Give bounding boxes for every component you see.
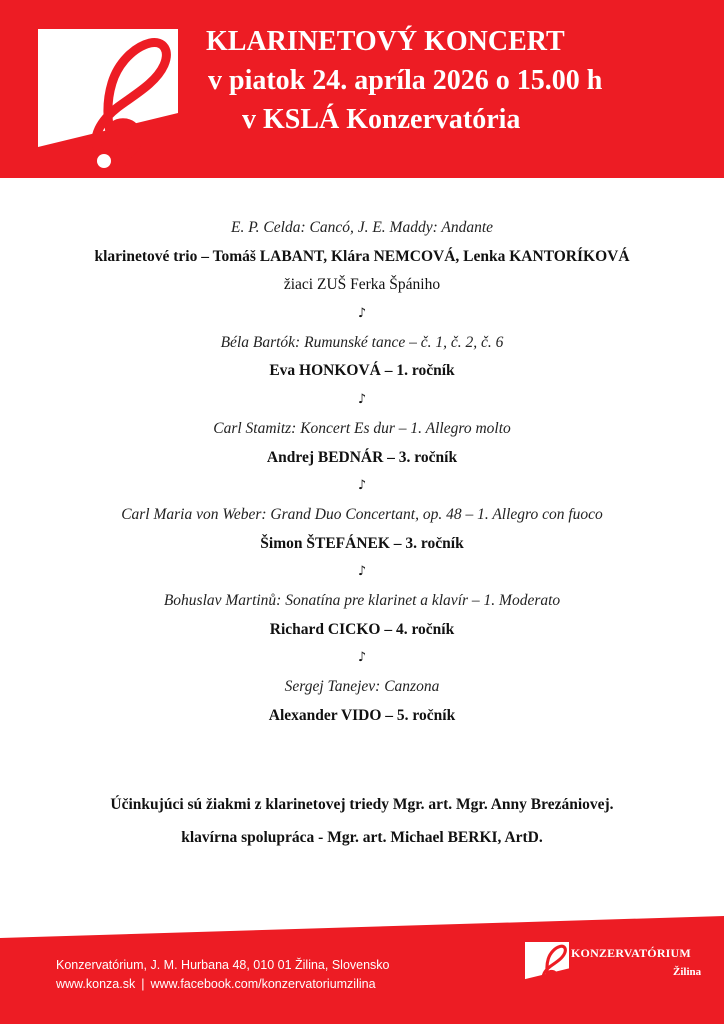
brand-treble-clef-icon [525, 942, 569, 986]
concert-program [0, 214, 724, 730]
treble-clef-logo-icon [38, 29, 178, 169]
music-note-separator-icon: ♪ [357, 392, 367, 408]
brand-name: KONZERVATÓRIUM [571, 946, 691, 960]
concert-venue: v KSLÁ Konzervatória [242, 104, 521, 135]
program-piece: Carl Stamitz: Koncert Es dur – 1. Allegro molto [213, 419, 511, 437]
facebook-link[interactable]: www.facebook.com/konzervatoriumzilina [150, 977, 376, 991]
program-performer: Šimon ŠTEFÁNEK – 3. ročník [260, 534, 464, 552]
program-piece: E. P. Celda: Cancó, J. E. Maddy: Andante [230, 219, 494, 236]
program-piece: Béla Bartók: Rumunské tance – č. 1, č. 2, č. 6 [220, 333, 504, 351]
footer-contact [56, 956, 390, 994]
concert-title: KLARINETOVÝ KONCERT [206, 26, 565, 57]
website-link[interactable]: www.konza.sk [56, 977, 136, 991]
program-performer: Eva HONKOVÁ – 1. ročník [269, 362, 455, 380]
footer-address: Konzervatórium, J. M. Hurbana 48, 010 01 Žilina, Slovensko [56, 958, 390, 972]
footer-links [56, 975, 390, 994]
performer-notes [0, 788, 724, 854]
header-banner [0, 0, 724, 178]
program-performer: Alexander VIDO – 5. ročník [268, 706, 456, 724]
music-note-separator-icon: ♪ [357, 478, 367, 494]
piano-accompaniment-note: klavírna spolupráca - Mgr. art. Michael BERKI, ArtD. [181, 829, 543, 846]
concert-title-block [190, 22, 710, 139]
program-piece: Sergej Tanejev: Canzona [284, 678, 440, 695]
program-piece: Carl Maria von Weber: Grand Duo Concertant, op. 48 – 1. Allegro con fuoco [121, 505, 603, 523]
program-performer: Richard CICKO – 4. ročník [269, 620, 455, 638]
small-treble-clef-icon [525, 942, 569, 986]
program-performer: Andrej BEDNÁR – 3. ročník [266, 448, 458, 466]
footer-divider: | [141, 977, 145, 991]
conservatory-brand [525, 940, 715, 1000]
music-note-separator-icon: ♪ [357, 564, 367, 580]
music-note-separator-icon: ♪ [357, 306, 367, 322]
brand-city: Žilina [673, 966, 702, 978]
program-performer: klarinetové trio – Tomáš LABANT, Klára NEMCOVÁ, Lenka KANTORÍKOVÁ [94, 247, 630, 265]
music-note-separator-icon: ♪ [357, 650, 367, 666]
program-performer-note: žiaci ZUŠ Ferka Špániho [283, 276, 441, 294]
concert-date: v piatok 24. apríla 2026 o 15.00 h [208, 65, 603, 96]
program-piece: Bohuslav Martinů: Sonatína pre klarinet a klavír – 1. Moderato [163, 591, 561, 609]
treble-clef-icon [38, 29, 178, 169]
footer-banner [0, 916, 724, 1024]
teacher-note: Účinkujúci sú žiakmi z klarinetovej triedy Mgr. art. Mgr. Anny Brezániovej. [110, 796, 614, 813]
